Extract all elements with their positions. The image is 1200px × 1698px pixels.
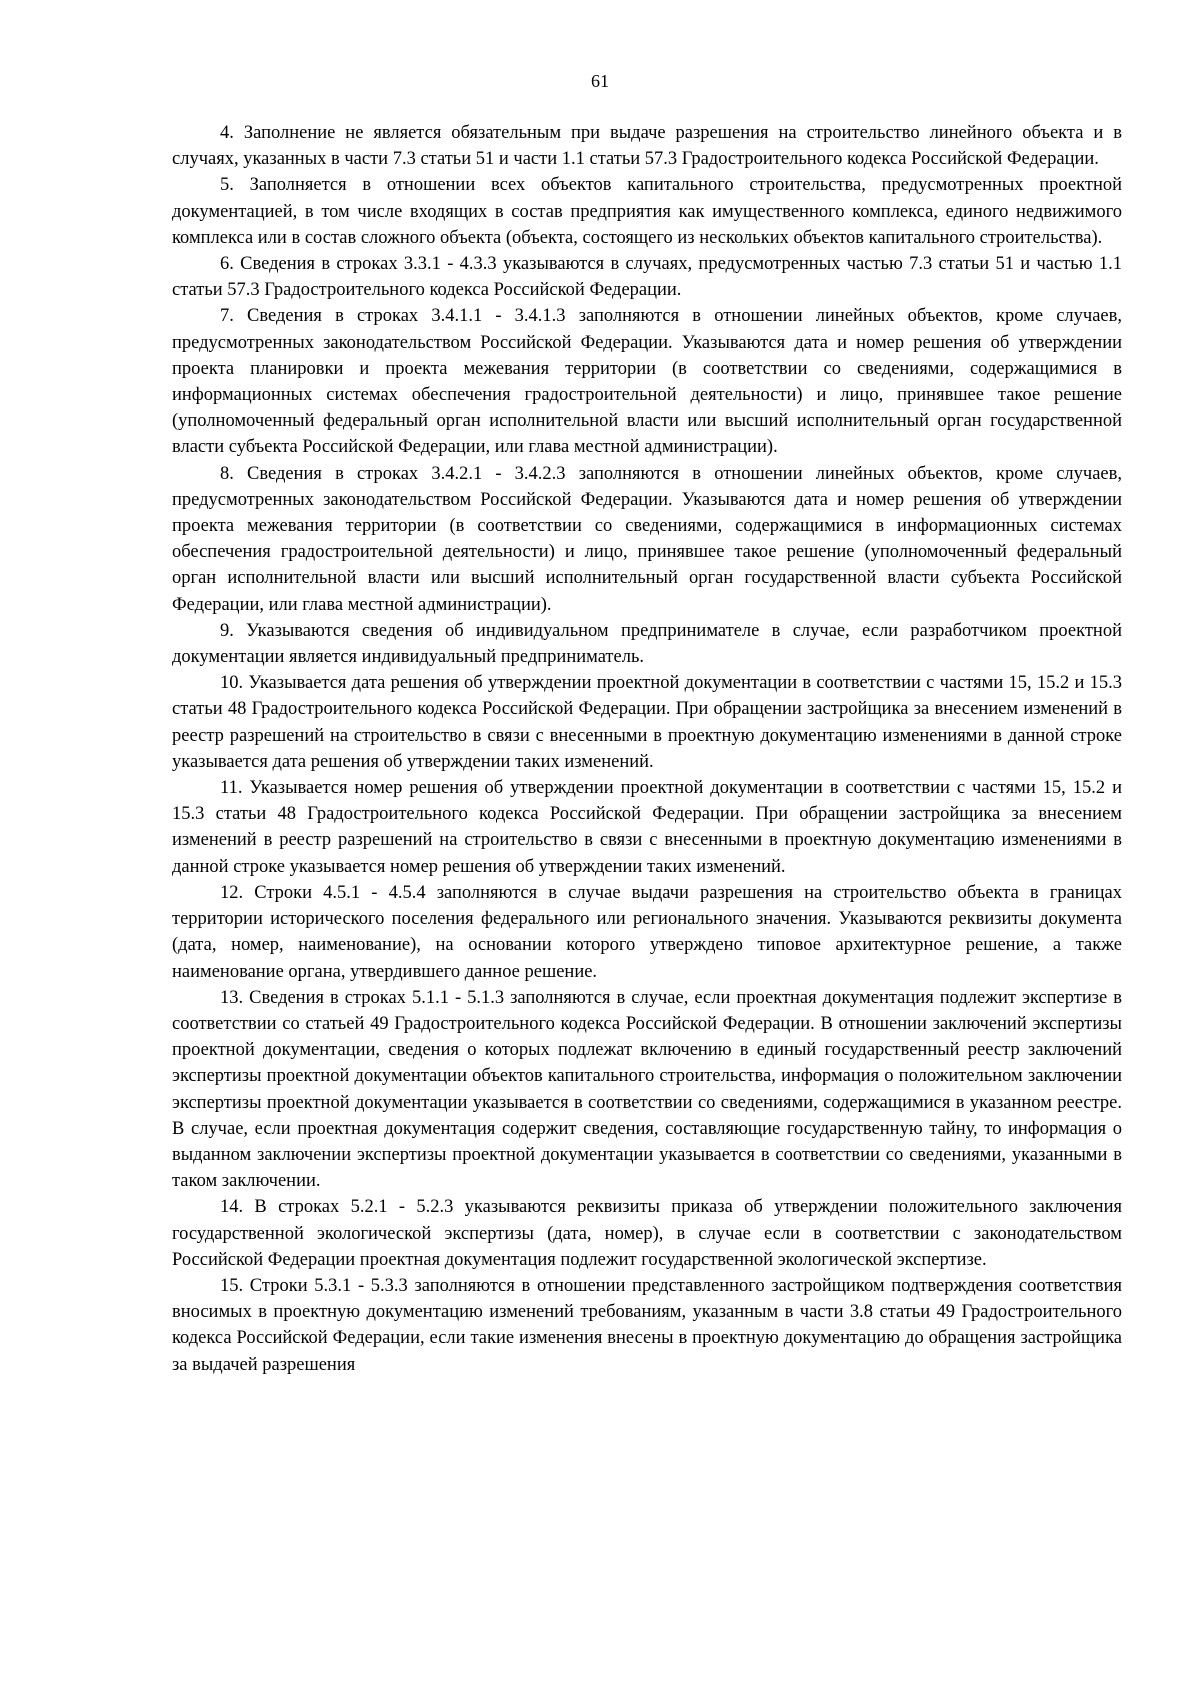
paragraph-note-5: 5. Заполняется в отношении всех объектов капитального строительства, предусмотренных проектной документацией, в том числе входящих в состав предприятия как имущественного комплекса, единого недвижимого комплекса или в состав сложного объекта (объекта, состоящего из нескольких объектов капитального строительства). (172, 175, 1122, 248)
paragraph-note-10: 10. Указывается дата решения об утверждении проектной документации в соответствии с частями 15, 15.2 и 15.3 статьи 48 Градостроительного кодекса Российской Федерации. При обращении застройщика за внесением изменений в реестр разрешений на строительство в связи с внесенными в проектную документацию изменениями в данной строке указывается дата решения об утверждении таких изменений. (172, 673, 1122, 772)
paragraph-note-8: 8. Сведения в строках 3.4.2.1 - 3.4.2.3 заполняются в отношении линейных объектов, кроме случаев, предусмотренных законодательством Российской Федерации. Указываются дата и номер решения об утверждении проекта межевания территории (в соответствии со сведениями, содержащимися в информационных системах обеспечения градостроительной деятельности) и лицо, принявшее такое решение (уполномоченный федеральный орган исполнительной власти или высший исполнительный орган государственной власти субъекта Российской Федерации, или глава местной администрации). (172, 463, 1122, 615)
paragraph-note-13: 13. Сведения в строках 5.1.1 - 5.1.3 заполняются в случае, если проектная документация подлежит экспертизе в соответствии со статьей 49 Градостроительного кодекса Российской Федерации. В отношении заключений экспертизы проектной документации, сведения о которых подлежат включению в единый государственный реестр заключений экспертизы проектной документации объектов капитального строительства, информация о положительном заключении экспертизы проектной документации указывается в соответствии со сведениями, содержащимися в указанном реестре. В случае, если проектная документация содержит сведения, составляющие государственную тайну, то информация о выданном заключении экспертизы проектной документации указывается в соответствии со сведениями, указанными в таком заключении. (172, 987, 1122, 1192)
paragraph-note-12: 12. Строки 4.5.1 - 4.5.4 заполняются в случае выдачи разрешения на строительство объекта в границах территории исторического поселения федерального или регионального значения. Указываются реквизиты документа (дата, номер, наименование), на основании которого утверждено типовое архитектурное решение, а также наименование органа, утвердившего данное решение. (172, 882, 1122, 982)
paragraph-note-4: 4. Заполнение не является обязательным при выдаче разрешения на строительство линейного объекта и в случаях, указанных в части 7.3 статьи 51 и части 1.1 статьи 57.3 Градостроительного кодекса Российской Федерации. (172, 123, 1122, 170)
document-body (172, 120, 1122, 1378)
paragraph-note-6: 6. Сведения в строках 3.3.1 - 4.3.3 указываются в случаях, предусмотренных частью 7.3 статьи 51 и частью 1.1 статьи 57.3 Градостроительного кодекса Российской Федерации. (172, 254, 1122, 301)
paragraph-note-9: 9. Указываются сведения об индивидуальном предпринимателе в случае, если разработчиком проектной документации является индивидуальный предприниматель. (172, 620, 1122, 668)
paragraph-note-14: 14. В строках 5.2.1 - 5.2.3 указываются реквизиты приказа об утверждении положительного заключения государственной экологической экспертизы (дата, номер), в случае если в соответствии с законодательством Российской Федерации проектная документация подлежит государственной экологической экспертизе. (172, 1197, 1122, 1270)
paragraph-note-7: 7. Сведения в строках 3.4.1.1 - 3.4.1.3 заполняются в отношении линейных объектов, кроме случаев, предусмотренных законодательством Российской Федерации. Указываются дата и номер решения об утверждении проекта планировки и проекта межевания территории (в соответствии со сведениями, содержащимися в информационных системах обеспечения градостроительной деятельности) и лицо, принявшее такое решение (уполномоченный федеральный орган исполнительной власти или высший исполнительный орган государственной власти субъекта Российской Федерации, или глава местной администрации). (172, 306, 1122, 458)
paragraph-note-11: 11. Указывается номер решения об утверждении проектной документации в соответствии с частями 15, 15.2 и 15.3 статьи 48 Градостроительного кодекса Российской Федерации. При обращении застройщика за внесением изменений в реестр разрешений на строительство в связи с внесенными в проектную документацию изменениями в данной строке указывается номер решения об утверждении таких изменений. (172, 778, 1122, 877)
paragraph-note-15: 15. Строки 5.3.1 - 5.3.3 заполняются в отношении представленного застройщиком подтверждения соответствия вносимых в проектную документацию изменений требованиям, указанным в части 3.8 статьи 49 Градостроительного кодекса Российской Федерации, если такие изменения внесены в проектную документацию до обращения застройщика за выдачей разрешения (172, 1275, 1122, 1375)
page-number: 61 (591, 71, 609, 91)
